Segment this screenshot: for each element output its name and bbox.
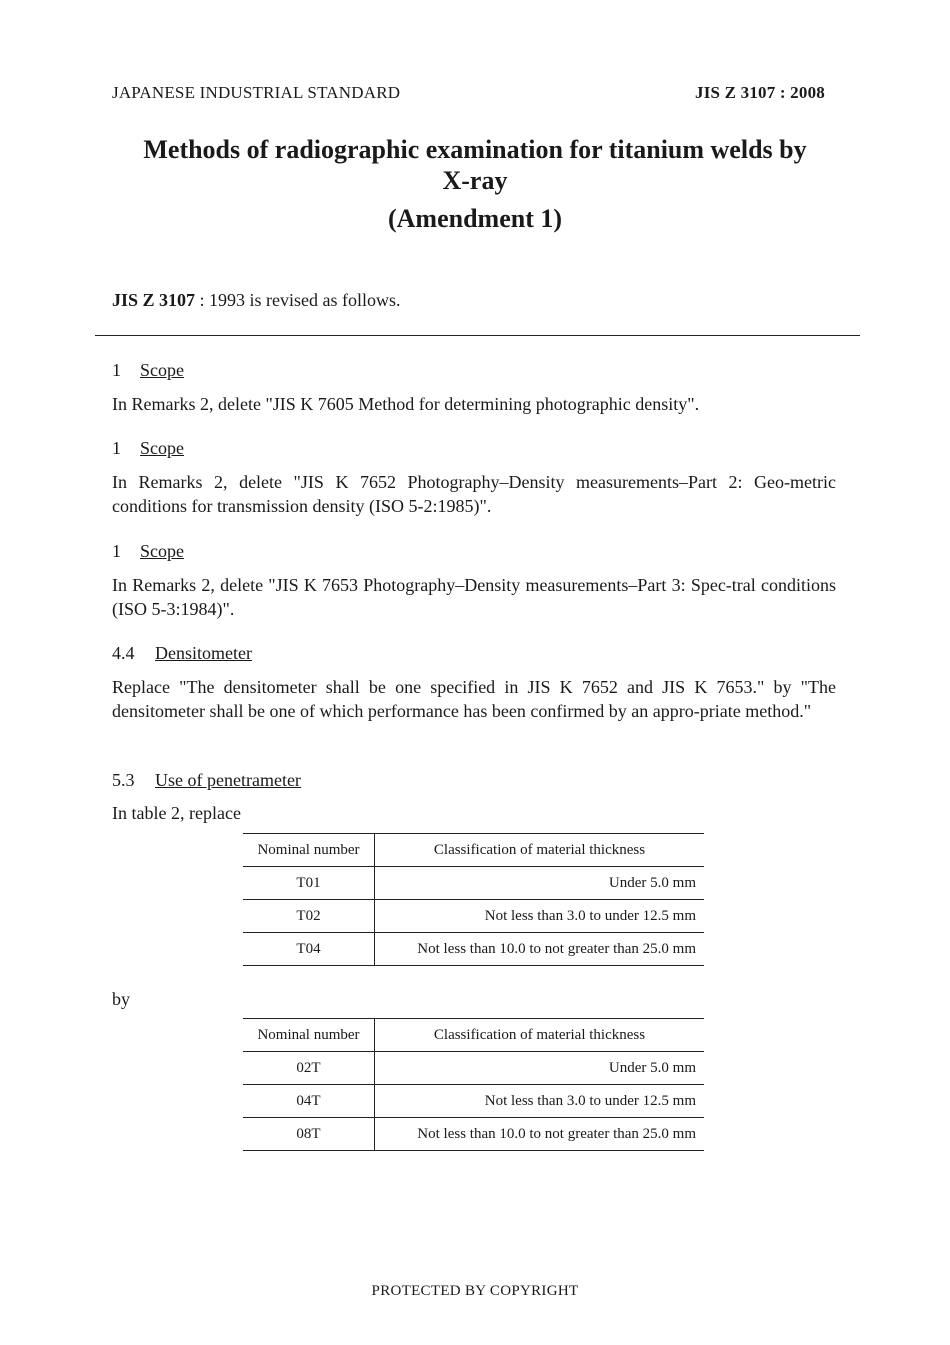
column-header: Nominal number — [243, 834, 375, 867]
copyright-footer: PROTECTED BY COPYRIGHT — [371, 1283, 579, 1299]
section-text: In Remarks 2, delete "JIS K 7652 Photography–Density measurements–Part 2: Geo-metric conditions for transmission density (ISO 5-2:1985)". — [112, 472, 836, 516]
table-row — [243, 933, 704, 966]
section-number: 1 — [112, 438, 121, 458]
connector-text: by — [112, 989, 130, 1009]
revision-statement — [112, 290, 401, 311]
nominal-number-cell: T04 — [243, 933, 375, 966]
column-header: Classification of material thickness — [375, 1019, 705, 1052]
revision-text: : 1993 is revised as follows. — [195, 290, 401, 310]
thickness-cell: Not less than 10.0 to not greater than 25.0 mm — [375, 933, 705, 966]
thickness-cell: Not less than 10.0 to not greater than 25.0 mm — [375, 1118, 705, 1151]
nominal-number-cell: T01 — [243, 867, 375, 900]
section-number: 4.4 — [112, 643, 135, 663]
table-header-row — [243, 1019, 704, 1052]
section-text: In Remarks 2, delete "JIS K 7653 Photography–Density measurements–Part 3: Spec-tral conditions (ISO 5-3:1984)". — [112, 575, 836, 619]
section-heading — [112, 541, 184, 562]
thickness-cell: Under 5.0 mm — [375, 1052, 705, 1085]
title-line-2: X-ray — [442, 166, 508, 195]
section-text: In Remarks 2, delete "JIS K 7605 Method for determining photographic density". — [112, 394, 700, 414]
standard-number: JIS Z 3107 : 2008 — [695, 83, 825, 102]
section-title: Scope — [140, 541, 184, 561]
thickness-cell: Under 5.0 mm — [375, 867, 705, 900]
nominal-number-cell: 04T — [243, 1085, 375, 1118]
section-title: Densitometer — [155, 643, 252, 663]
table-row — [243, 900, 704, 933]
section-title: Scope — [140, 438, 184, 458]
section-heading — [112, 438, 184, 459]
section-text: Replace "The densitometer shall be one specified in JIS K 7652 and JIS K 7653." by "The densitometer shall be one of which performance has been confirmed by an appro-priate method." — [112, 677, 836, 721]
table-header-row — [243, 834, 704, 867]
table-row — [243, 1085, 704, 1118]
standard-header-left: JAPANESE INDUSTRIAL STANDARD — [112, 83, 401, 102]
revision-code: JIS Z 3107 — [112, 290, 196, 310]
section-title: Scope — [140, 360, 184, 380]
column-header: Nominal number — [243, 1019, 375, 1052]
nominal-number-cell: T02 — [243, 900, 375, 933]
section-number: 1 — [112, 541, 121, 561]
table-old — [243, 833, 704, 966]
column-header: Classification of material thickness — [375, 834, 705, 867]
document-title — [0, 134, 950, 196]
section-heading — [112, 360, 184, 381]
section-title: Use of penetrameter — [155, 770, 301, 790]
table-new — [243, 1018, 704, 1151]
section-heading — [112, 643, 252, 664]
section-text: In table 2, replace — [112, 803, 241, 823]
divider-rule — [95, 335, 860, 336]
thickness-cell: Not less than 3.0 to under 12.5 mm — [375, 1085, 705, 1118]
thickness-cell: Not less than 3.0 to under 12.5 mm — [375, 900, 705, 933]
nominal-number-cell: 02T — [243, 1052, 375, 1085]
section-heading — [112, 770, 301, 791]
title-line-1: Methods of radiographic examination for titanium welds by — [143, 135, 807, 164]
section-number: 5.3 — [112, 770, 135, 790]
amendment-label: (Amendment 1) — [387, 204, 563, 233]
table-row — [243, 1118, 704, 1151]
section-number: 1 — [112, 360, 121, 380]
table-row — [243, 1052, 704, 1085]
table-row — [243, 867, 704, 900]
nominal-number-cell: 08T — [243, 1118, 375, 1151]
